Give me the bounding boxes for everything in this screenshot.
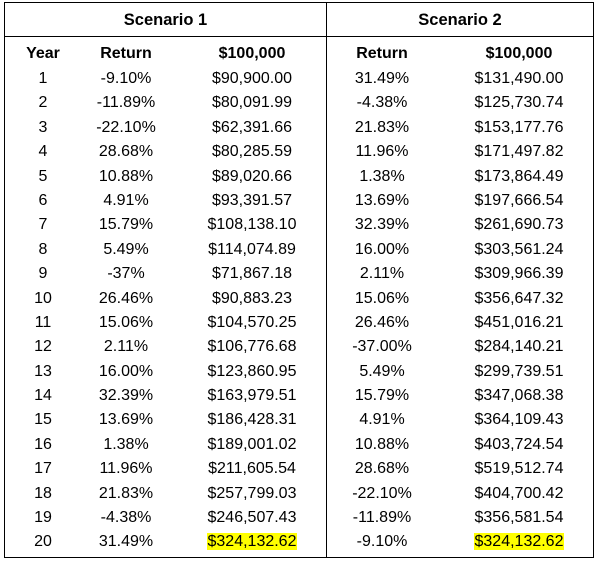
scenario-1-value-cell-text: $62,391.66 [211, 118, 293, 136]
scenario-2-return-cell-text: 16.00% [354, 240, 410, 258]
year-cell-text: 6 [38, 191, 48, 209]
scenario-2-value-cell [453, 67, 585, 91]
table-row [5, 213, 595, 237]
scenario-2-value-cell-text: $125,730.74 [474, 94, 564, 112]
scenario-2-value-cell [453, 506, 585, 530]
table-row [5, 140, 595, 164]
table-row [5, 116, 595, 140]
scenario-2-value-cell-text: $451,016.21 [474, 313, 564, 331]
scenario-2-value-cell-text: $403,724.54 [474, 435, 564, 453]
year-cell [5, 311, 81, 335]
table-row [5, 67, 595, 91]
scenario-2-return-cell-text: -11.89% [352, 509, 412, 527]
header-divider [5, 36, 593, 37]
scenario-1-return-cell-text: 21.83% [98, 484, 154, 502]
scenario-1-return-cell-text: 13.69% [98, 411, 154, 429]
scenario-1-value-cell-text: $211,605.54 [208, 460, 296, 478]
year-cell-text: 12 [34, 338, 52, 356]
scenario-1-value-cell [189, 360, 315, 384]
scenario-2-return-cell-text: -22.10% [352, 484, 412, 502]
year-cell-text: 3 [38, 118, 48, 136]
scenario-1-value-cell-text: $71,867.18 [211, 265, 293, 283]
scenario-1-value-cell [189, 189, 315, 213]
year-cell-text: 10 [34, 289, 52, 307]
year-cell [5, 238, 81, 262]
scenario-2-value-cell [453, 165, 585, 189]
scenario-1-value-cell [189, 457, 315, 481]
table-row [5, 457, 595, 481]
return-2-column-header: Return [356, 45, 408, 62]
scenario-1-return-cell-text: 15.06% [98, 313, 154, 331]
scenario-2-value-cell-text: $364,109.43 [474, 411, 564, 429]
year-cell [5, 189, 81, 213]
scenario-1-value-cell [189, 165, 315, 189]
year-cell [5, 91, 81, 115]
scenario-1-return-cell [73, 165, 179, 189]
scenario-2-return-cell-text: -4.38% [356, 94, 408, 112]
year-cell [5, 384, 81, 408]
scenario-1-return-cell-text: -11.89% [96, 94, 156, 112]
scenario-1-return-cell-text: -9.10% [100, 70, 152, 87]
scenario-2-return-cell [327, 67, 437, 91]
table-row [5, 238, 595, 262]
year-cell-text: 2 [38, 94, 48, 112]
year-cell-text: 16 [34, 435, 52, 453]
scenario-1-return-cell-text: 15.79% [98, 216, 154, 234]
scenario-1-value-cell-text: $93,391.57 [211, 191, 293, 209]
scenario-2-value-cell [453, 91, 585, 115]
table-row [5, 262, 595, 286]
scenario-2-value-cell [453, 360, 585, 384]
table-row [5, 360, 595, 384]
year-cell [5, 530, 81, 554]
scenario-2-return-cell-text: 11.96% [355, 143, 409, 161]
scenario-1-return-cell [73, 457, 179, 481]
year-cell [5, 482, 81, 506]
scenario-1-value-cell [189, 287, 315, 311]
year-cell-text: 13 [34, 362, 52, 380]
scenario-2-return-cell [327, 311, 437, 335]
scenario-2-value-cell-text: $173,864.49 [474, 167, 564, 185]
scenario-1-return-cell [73, 506, 179, 530]
year-cell [5, 506, 81, 530]
scenario-1-value-cell [189, 116, 315, 140]
scenario-2-value-cell-text: $299,739.51 [474, 362, 564, 380]
scenario-2-return-cell [327, 482, 437, 506]
scenario-1-return-cell-text: 5.49% [103, 240, 149, 258]
scenario-2-value-cell-text: $519,512.74 [474, 460, 564, 478]
table-row [5, 335, 595, 359]
scenario-2-return-cell-text: 15.06% [354, 289, 410, 307]
scenario-2-return-cell-text: 5.49% [359, 362, 405, 380]
scenario-1-value-cell-text: $324,132.62 [207, 533, 297, 551]
scenario-2-value-cell [453, 311, 585, 335]
scenario-1-value-cell [189, 433, 315, 457]
scenario-1-value-cell-text: $114,074.89 [208, 240, 296, 258]
year-cell [5, 262, 81, 286]
scenario-2-value-cell-text: $261,690.73 [474, 216, 564, 234]
scenario-2-value-cell [453, 433, 585, 457]
scenario-1-value-cell [189, 335, 315, 359]
scenario-comparison-table [4, 2, 594, 558]
scenario-2-value-cell [453, 482, 585, 506]
scenario-2-return-cell-text: 26.46% [354, 313, 410, 331]
scenario-2-return-cell [327, 165, 437, 189]
scenario-2-value-cell-text: $324,132.62 [474, 533, 564, 551]
scenario-2-value-cell [453, 530, 585, 554]
scenario-2-value-cell-text: $404,700.42 [474, 484, 564, 502]
year-cell [5, 335, 81, 359]
scenario-1-value-cell-text: $106,776.68 [207, 338, 297, 356]
scenario-1-value-cell-text: $89,020.66 [211, 167, 293, 185]
scenario-2-return-cell [327, 116, 437, 140]
scenario-2-return-cell-text: 32.39% [354, 216, 410, 234]
year-cell-text: 18 [34, 484, 52, 502]
scenario-1-return-cell [73, 67, 179, 91]
scenario-2-value-cell [453, 116, 585, 140]
scenario-2-return-cell [327, 189, 437, 213]
table-row [5, 384, 595, 408]
scenario-2-value-cell-text: $303,561.24 [474, 240, 564, 258]
year-cell-text: 5 [38, 167, 48, 185]
scenario-1-return-cell-text: 1.38% [103, 435, 149, 453]
scenario-2-return-cell [327, 433, 437, 457]
scenario-2-value-cell [453, 140, 585, 164]
scenario-2-return-cell [327, 506, 437, 530]
scenario-2-value-cell [453, 262, 585, 286]
scenario-1-return-cell-text: 31.49% [98, 533, 154, 551]
table-body [5, 67, 595, 555]
scenario-2-value-cell-text: $347,068.38 [474, 387, 564, 405]
scenario-2-return-cell-text: 4.91% [359, 411, 405, 429]
scenario-2-return-cell [327, 457, 437, 481]
scenario-1-return-cell-text: -4.38% [100, 509, 152, 527]
scenario-2-return-cell [327, 213, 437, 237]
year-cell-text: 7 [38, 216, 48, 234]
year-cell-text: 1 [38, 70, 48, 87]
scenario-2-return-cell-text: 1.38% [359, 167, 405, 185]
scenario-1-return-cell [73, 530, 179, 554]
scenario-2-value-cell [453, 335, 585, 359]
return-1-column-header: Return [100, 45, 152, 62]
scenario-2-return-cell-text: 2.11% [359, 265, 405, 283]
scenario-2-return-cell [327, 238, 437, 262]
scenario-1-return-cell [73, 189, 179, 213]
year-cell [5, 457, 81, 481]
scenario-1-value-cell [189, 262, 315, 286]
scenario-1-return-cell [73, 287, 179, 311]
scenario-1-return-cell [73, 116, 179, 140]
scenario-1-value-cell [189, 91, 315, 115]
scenario-1-value-cell-text: $90,900.00 [211, 70, 293, 87]
scenario-1-return-cell [73, 360, 179, 384]
scenario-1-return-cell [73, 433, 179, 457]
scenario-2-return-cell-text: -37.00% [352, 338, 412, 356]
year-cell [5, 287, 81, 311]
year-cell [5, 213, 81, 237]
table-row [5, 91, 595, 115]
year-cell-text: 15 [34, 411, 52, 429]
scenario-2-return-cell-text: 28.68% [354, 460, 410, 478]
scenario-1-value-cell-text: $80,285.59 [211, 143, 293, 161]
scenario-2-return-cell [327, 287, 437, 311]
scenario-2-return-cell-text: 13.69% [354, 191, 410, 209]
scenario-1-value-cell-text: $257,799.03 [207, 484, 297, 502]
table-row [5, 433, 595, 457]
scenario-2-value-cell-text: $356,581.54 [474, 509, 564, 527]
scenario-1-value-cell-text: $189,001.02 [207, 435, 297, 453]
scenario-2-return-cell-text: 15.79% [354, 387, 410, 405]
scenario-2-return-cell [327, 384, 437, 408]
scenario-2-value-cell [453, 408, 585, 432]
scenario-1-value-cell-text: $80,091.99 [211, 94, 293, 112]
scenario-1-value-cell-text: $246,507.43 [207, 509, 297, 527]
scenario-1-return-cell-text: 4.91% [103, 191, 149, 209]
scenario-2-value-cell [453, 213, 585, 237]
scenario-1-return-cell [73, 213, 179, 237]
scenario-1-return-cell-text: 11.96% [99, 460, 153, 478]
table-row [5, 482, 595, 506]
table-row [5, 311, 595, 335]
year-cell [5, 140, 81, 164]
scenario-2-return-cell [327, 140, 437, 164]
scenario-1-return-cell [73, 408, 179, 432]
scenario-1-return-cell-text: 26.46% [98, 289, 154, 307]
scenario-1-return-cell-text: 10.88% [98, 167, 154, 185]
table-row [5, 287, 595, 311]
scenario-2-value-cell [453, 287, 585, 311]
year-cell-text: 8 [38, 240, 48, 258]
value-1-column-header: $100,000 [218, 45, 286, 62]
scenario-2-value-cell-text: $171,497.82 [474, 143, 564, 161]
scenario-2-value-cell-text: $131,490.00 [474, 70, 564, 87]
year-cell-text: 9 [38, 265, 48, 283]
scenario-1-value-cell [189, 238, 315, 262]
year-cell [5, 408, 81, 432]
scenario-2-return-cell [327, 530, 437, 554]
scenario-2-return-cell [327, 360, 437, 384]
scenario-2-return-cell-text: 10.88% [354, 435, 410, 453]
year-cell [5, 67, 81, 91]
scenario-1-return-cell-text: 16.00% [98, 362, 154, 380]
scenario-2-return-cell [327, 408, 437, 432]
table-row [5, 506, 595, 530]
scenario-2-value-cell-text: $153,177.76 [474, 118, 564, 136]
year-cell-text: 11 [34, 313, 52, 331]
scenario-1-value-cell-text: $104,570.25 [207, 313, 297, 331]
scenario-2-value-cell [453, 457, 585, 481]
table-row [5, 530, 595, 554]
scenario-2-value-cell [453, 189, 585, 213]
scenario-1-value-cell [189, 408, 315, 432]
scenario-1-value-cell [189, 140, 315, 164]
year-cell [5, 433, 81, 457]
scenario-1-value-cell [189, 67, 315, 91]
scenario-2-value-cell [453, 384, 585, 408]
scenario-1-return-cell [73, 335, 179, 359]
scenario-1-return-cell [73, 140, 179, 164]
year-cell [5, 165, 81, 189]
scenario-2-return-cell [327, 335, 437, 359]
scenario-1-return-cell [73, 384, 179, 408]
scenario-1-return-cell-text: 2.11% [103, 338, 149, 356]
scenario-1-return-cell [73, 91, 179, 115]
scenario-1-return-cell-text: 28.68% [98, 143, 154, 161]
year-cell [5, 360, 81, 384]
year-cell-text: 20 [34, 533, 52, 551]
scenario-1-return-cell [73, 238, 179, 262]
year-cell-text: 14 [34, 387, 52, 405]
scenario-2-value-cell-text: $197,666.54 [474, 191, 564, 209]
year-column-header: Year [26, 45, 60, 62]
scenario-1-value-cell [189, 213, 315, 237]
scenario-1-value-cell-text: $90,883.23 [211, 289, 293, 307]
scenario-1-value-cell-text: $108,138.10 [207, 216, 297, 234]
scenario-1-value-cell-text: $186,428.31 [207, 411, 297, 429]
year-cell-text: 4 [38, 143, 48, 161]
scenario-1-return-cell-text: 32.39% [98, 387, 154, 405]
scenario-2-value-cell-text: $284,140.21 [474, 338, 564, 356]
scenario-2-return-cell [327, 91, 437, 115]
scenario-1-value-cell [189, 506, 315, 530]
scenario-1-return-cell [73, 311, 179, 335]
scenario-1-value-cell [189, 311, 315, 335]
table-row [5, 165, 595, 189]
scenario-1-value-cell [189, 384, 315, 408]
scenario-1-value-cell [189, 482, 315, 506]
value-2-column-header: $100,000 [485, 45, 553, 62]
table-row [5, 189, 595, 213]
scenario-2-return-cell [327, 262, 437, 286]
table-row [5, 408, 595, 432]
year-cell [5, 116, 81, 140]
year-cell-text: 17 [34, 460, 52, 478]
scenario-1-value-cell-text: $163,979.51 [207, 387, 297, 405]
scenario-1-value-cell [189, 530, 315, 554]
scenario-2-return-cell-text: -9.10% [356, 533, 408, 551]
scenario-1-return-cell-text: -37% [107, 265, 145, 283]
scenario-1-return-cell [73, 482, 179, 506]
scenario-1-return-cell [73, 262, 179, 286]
scenario-2-value-cell-text: $356,647.32 [474, 289, 564, 307]
scenario-2-header: Scenario 2 [418, 11, 502, 29]
scenario-2-value-cell [453, 238, 585, 262]
scenario-1-value-cell-text: $123,860.95 [207, 362, 297, 380]
scenario-1-return-cell-text: -22.10% [96, 118, 156, 136]
year-cell-text: 19 [34, 509, 52, 527]
scenario-2-return-cell-text: 21.83% [354, 118, 410, 136]
scenario-1-header: Scenario 1 [123, 11, 208, 29]
scenario-2-return-cell-text: 31.49% [354, 70, 410, 87]
scenario-2-value-cell-text: $309,966.39 [474, 265, 564, 283]
